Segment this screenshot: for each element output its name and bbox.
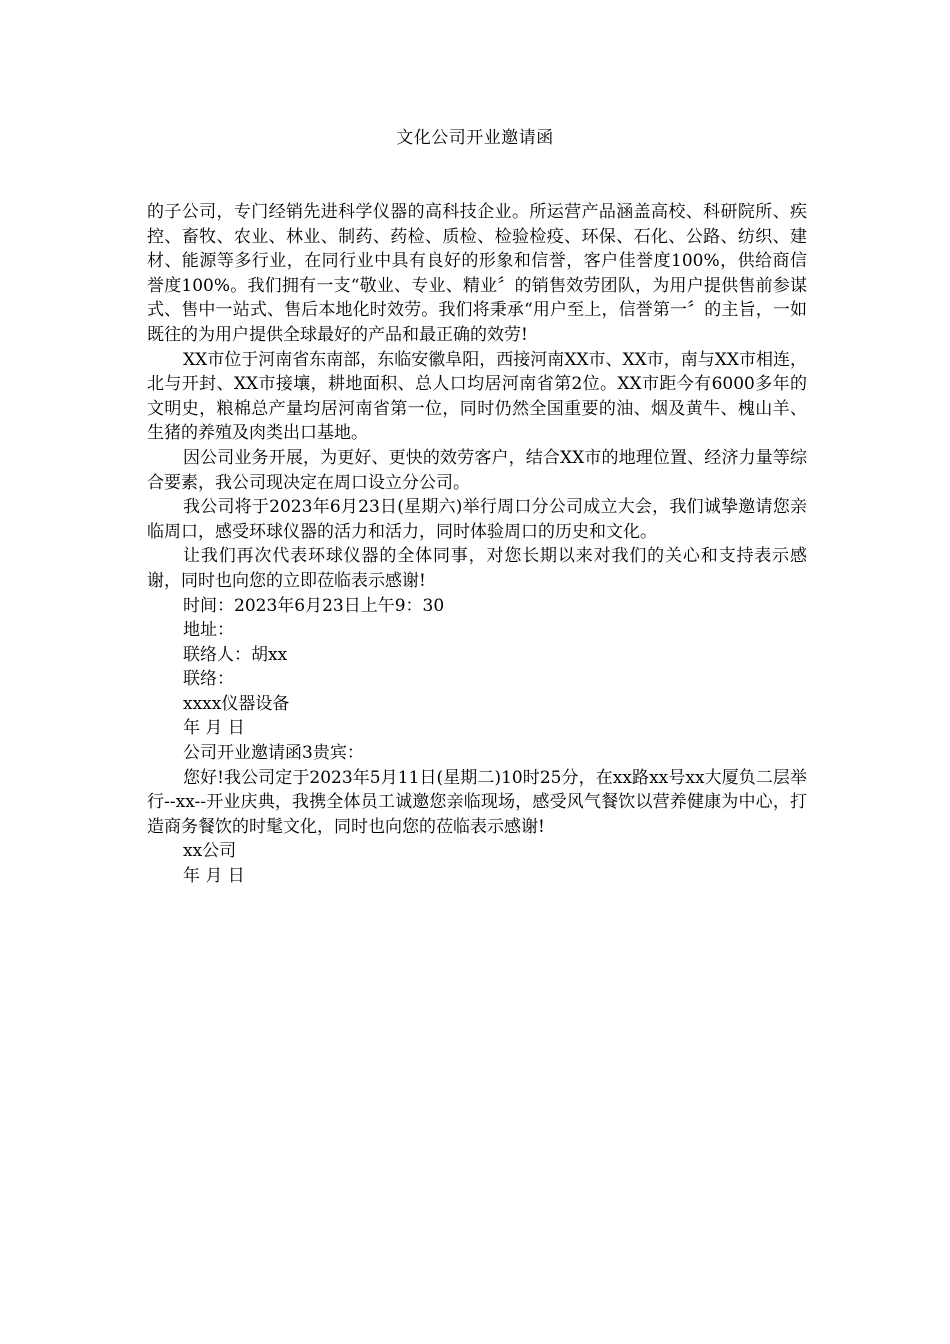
- document-body: [147, 200, 807, 889]
- event-address: 地址：: [183, 620, 234, 641]
- second-letter-signature: xx公司: [183, 841, 237, 862]
- paragraph-thanks: 让我们再次代表环球仪器的全体同事，对您长期以来对我们的关心和支持表示感谢，同时也向您的立即莅临表示感谢!: [147, 546, 807, 591]
- contact-person: 联络人：胡xx: [183, 644, 288, 665]
- document-title: 文化公司开业邀请函: [396, 128, 554, 148]
- paragraph-city-intro: XX市位于河南省东南部，东临安徽阜阳，西接河南XX市、XX市，南与XX市相连，北与开封、XX市接壤，耕地面积、总人口均居河南省第2位。XX市距今有6000多年的文明史，粮棉总产量均居河南省第一位，同时仍然全国重要的油、烟及黄牛、槐山羊、生猪的养殖及肉类出口基地。: [147, 349, 807, 444]
- second-letter-date: 年 月 日: [183, 866, 245, 887]
- event-time: 时间：2023年6月23日上午9：30: [183, 595, 445, 616]
- paragraph-invitation: 我公司将于2023年6月23日(星期六)举行周口分公司成立大会，我们诚挚邀请您亲临周口，感受环球仪器的活力和活力，同时体验周口的历史和文化。: [147, 497, 807, 542]
- signature-company: xxxx仪器设备: [183, 693, 290, 714]
- paragraph-company-intro: 的子公司，专门经销先进科学仪器的高科技企业。所运营产品涵盖高校、科研院所、疾控、畜牧、农业、林业、制药、药检、质检、检验检疫、环保、石化、公路、纺织、建材、能源等多行业，在同行业中具有良好的形象和信誉，客户佳誉度100%，供给商信誉度100%。我们拥有一支“敬业、专业、精业〞的销售效劳团队，为用户提供售前参谋式、售中一站式、售后本地化时效劳。我们将秉承“用户至上，信誉第一〞的主旨，一如既往的为用户提供全球最好的产品和最正确的效劳!: [147, 202, 807, 345]
- second-letter-salutation: 公司开业邀请函3贵宾：: [183, 743, 364, 764]
- second-letter-body: 您好!我公司定于2023年5月11日(星期二)10时25分，在xx路xx号xx大厦负二层举行--xx--开业庆典，我携全体员工诚邀您亲临现场，感受风气餐饮以营养健康为中心，打造商务餐饮的时髦文化，同时也向您的莅临表示感谢!: [147, 767, 807, 837]
- signature-date: 年 月 日: [183, 718, 245, 739]
- paragraph-branch-decision: 因公司业务开展，为更好、更快的效劳客户，结合XX市的地理位置、经济力量等综合要素，我公司现决定在周口设立分公司。: [147, 447, 807, 493]
- contact-info: 联络：: [183, 669, 234, 690]
